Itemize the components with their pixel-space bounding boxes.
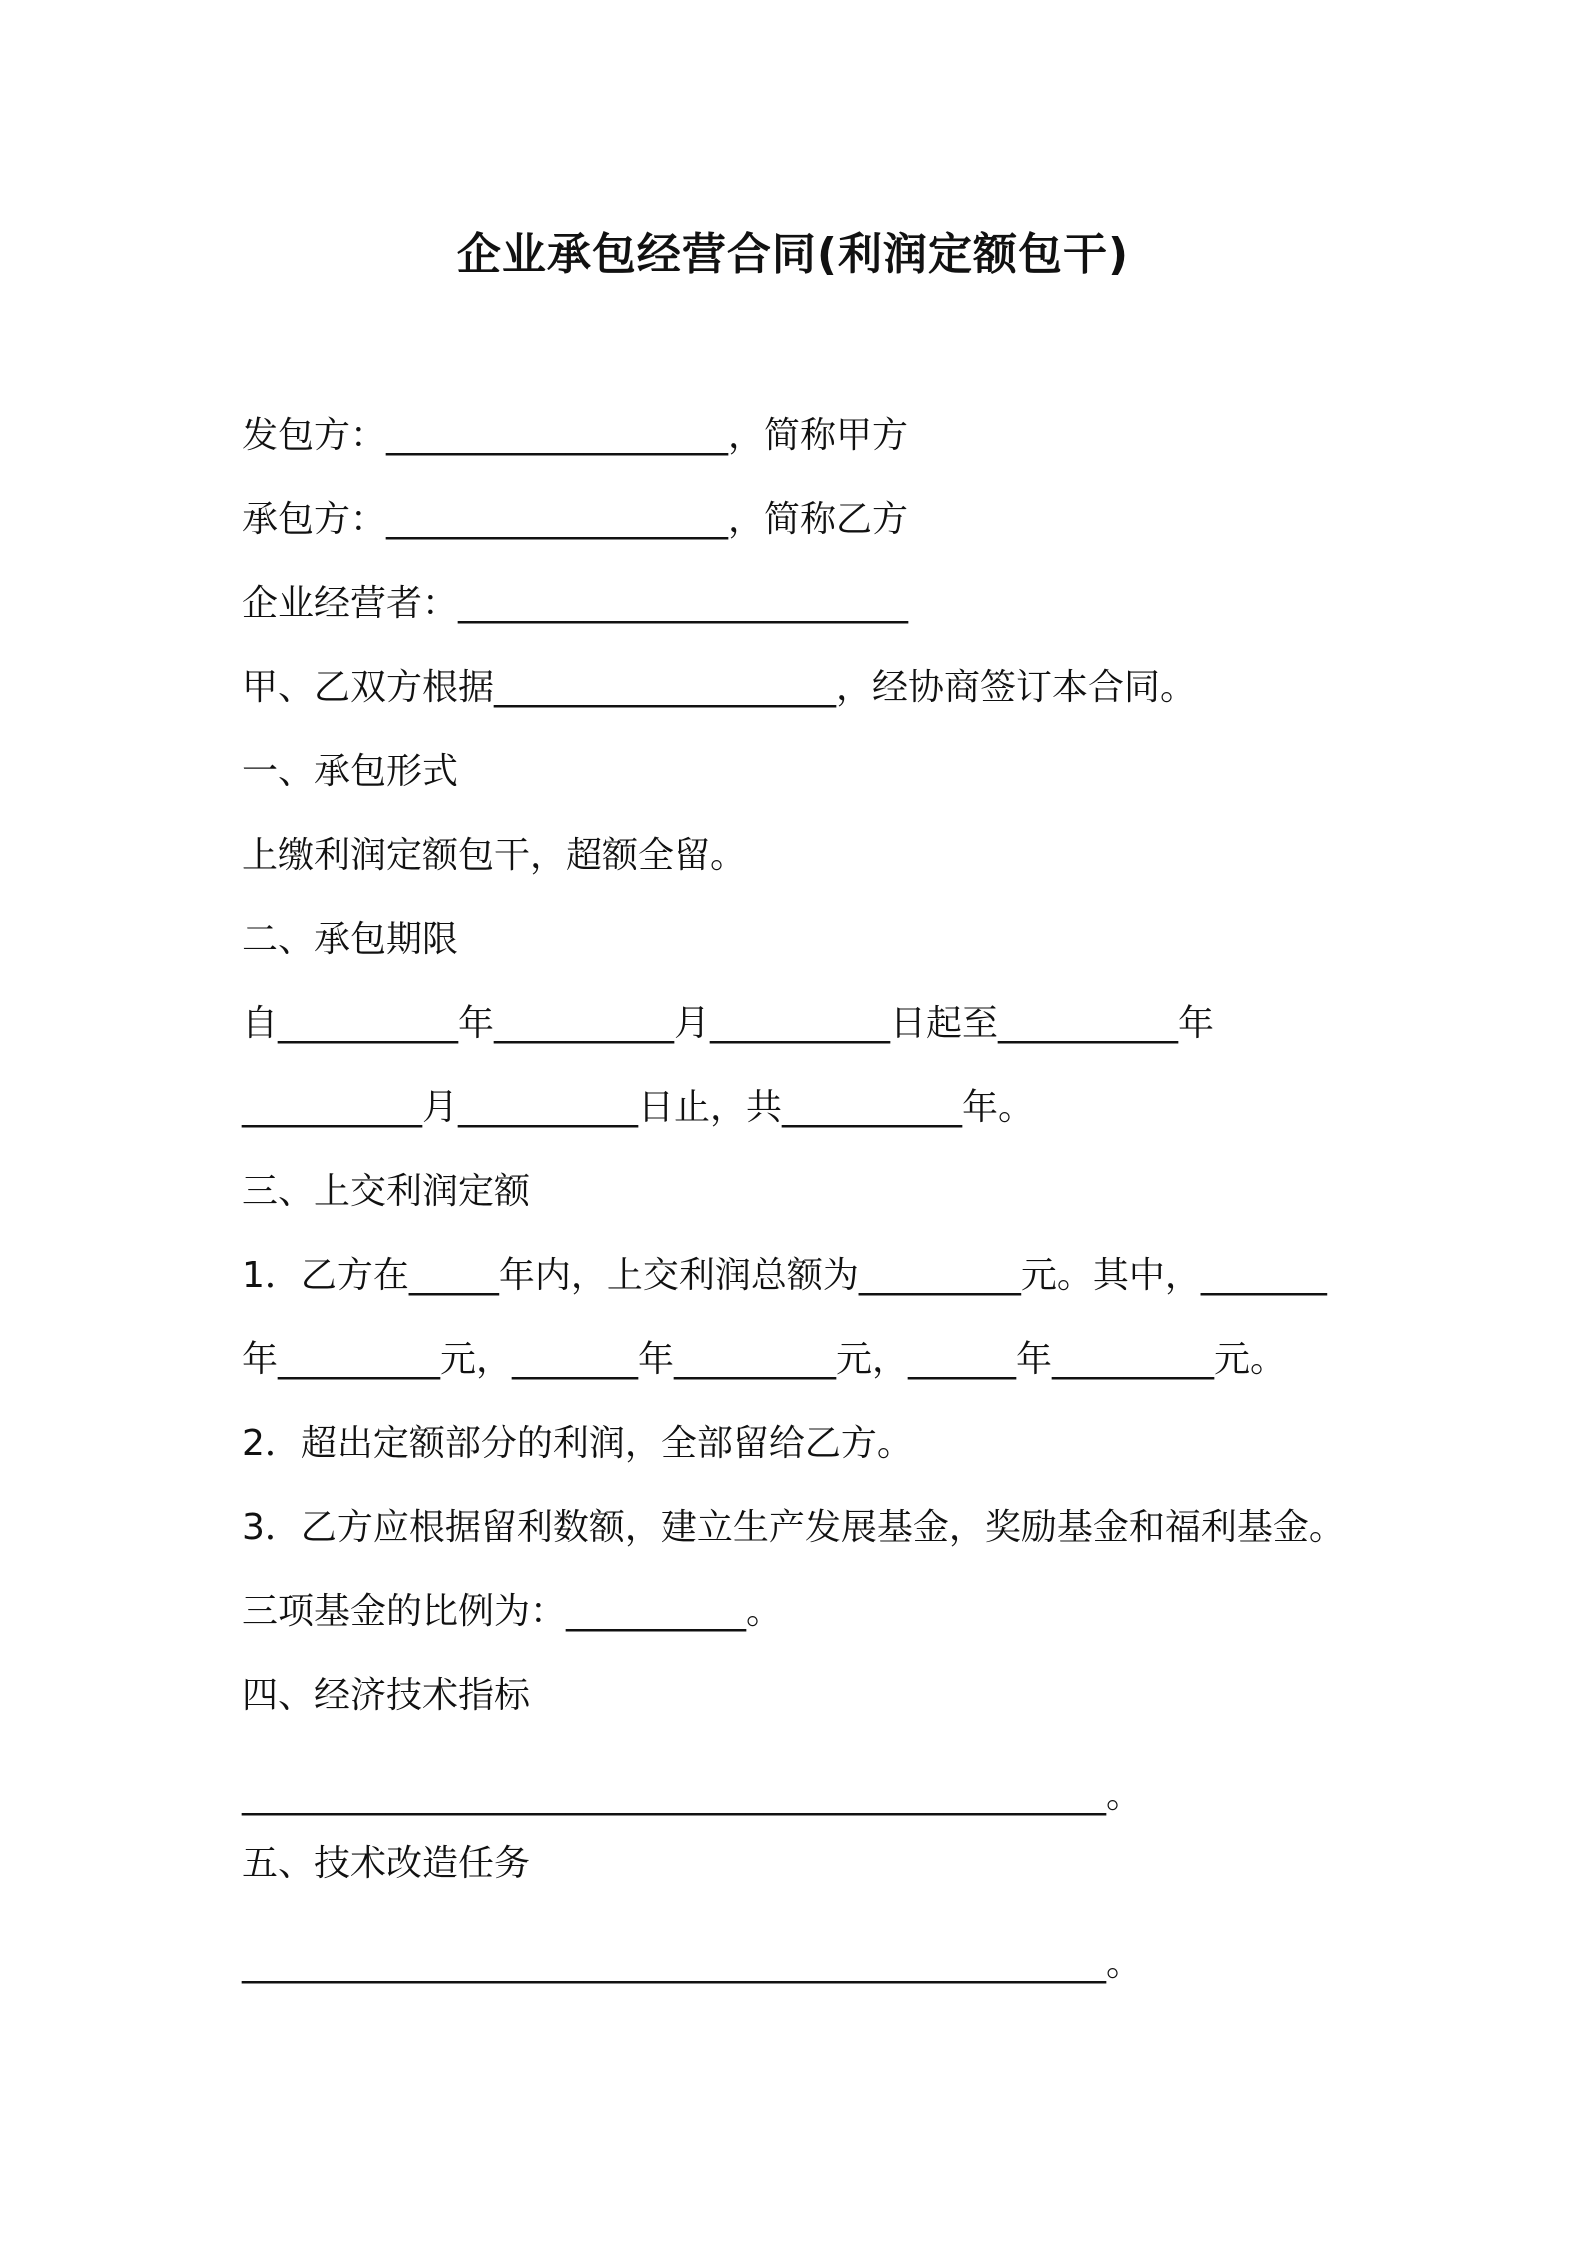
operator-line: 企业经营者：_________________________	[242, 583, 909, 624]
clause-3-1-line-1: 1．乙方在_____年内，上交利润总额为_________元。其中，_______	[242, 1255, 1327, 1296]
section-5-heading: 五、技术改造任务	[242, 1843, 531, 1884]
section-3-heading: 三、上交利润定额	[242, 1171, 531, 1212]
document-title: 企业承包经营合同(利润定额包干)	[456, 229, 1130, 280]
clause-3-1-line-2: 年_________元，_______年_________元，______年_________元。	[242, 1339, 1286, 1380]
term-line-1: 自__________年__________月__________日起至__________年	[242, 1003, 1215, 1044]
section-4-heading: 四、经济技术指标	[242, 1675, 531, 1716]
section-5-blank: ________________________________________________。	[242, 1943, 1142, 1984]
party-b-line: 承包方：___________________，简称乙方	[242, 499, 909, 540]
section-4-blank: ________________________________________________。	[242, 1775, 1142, 1816]
term-line-2: __________月__________日止，共__________年。	[242, 1087, 1035, 1128]
section-1-text: 上缴利润定额包干，超额全留。	[242, 835, 747, 876]
clause-3-3-line-1: 3．乙方应根据留利数额，建立生产发展基金，奖励基金和福利基金。	[242, 1507, 1345, 1548]
section-1-heading: 一、承包形式	[242, 751, 459, 792]
clause-3-3-line-2: 三项基金的比例为：__________。	[242, 1591, 783, 1632]
party-a-line: 发包方：___________________，简称甲方	[242, 415, 909, 456]
clause-3-2: 2．超出定额部分的利润，全部留给乙方。	[242, 1423, 913, 1464]
section-2-heading: 二、承包期限	[242, 919, 459, 960]
preamble-line: 甲、乙双方根据___________________，经协商签订本合同。	[242, 667, 1197, 708]
